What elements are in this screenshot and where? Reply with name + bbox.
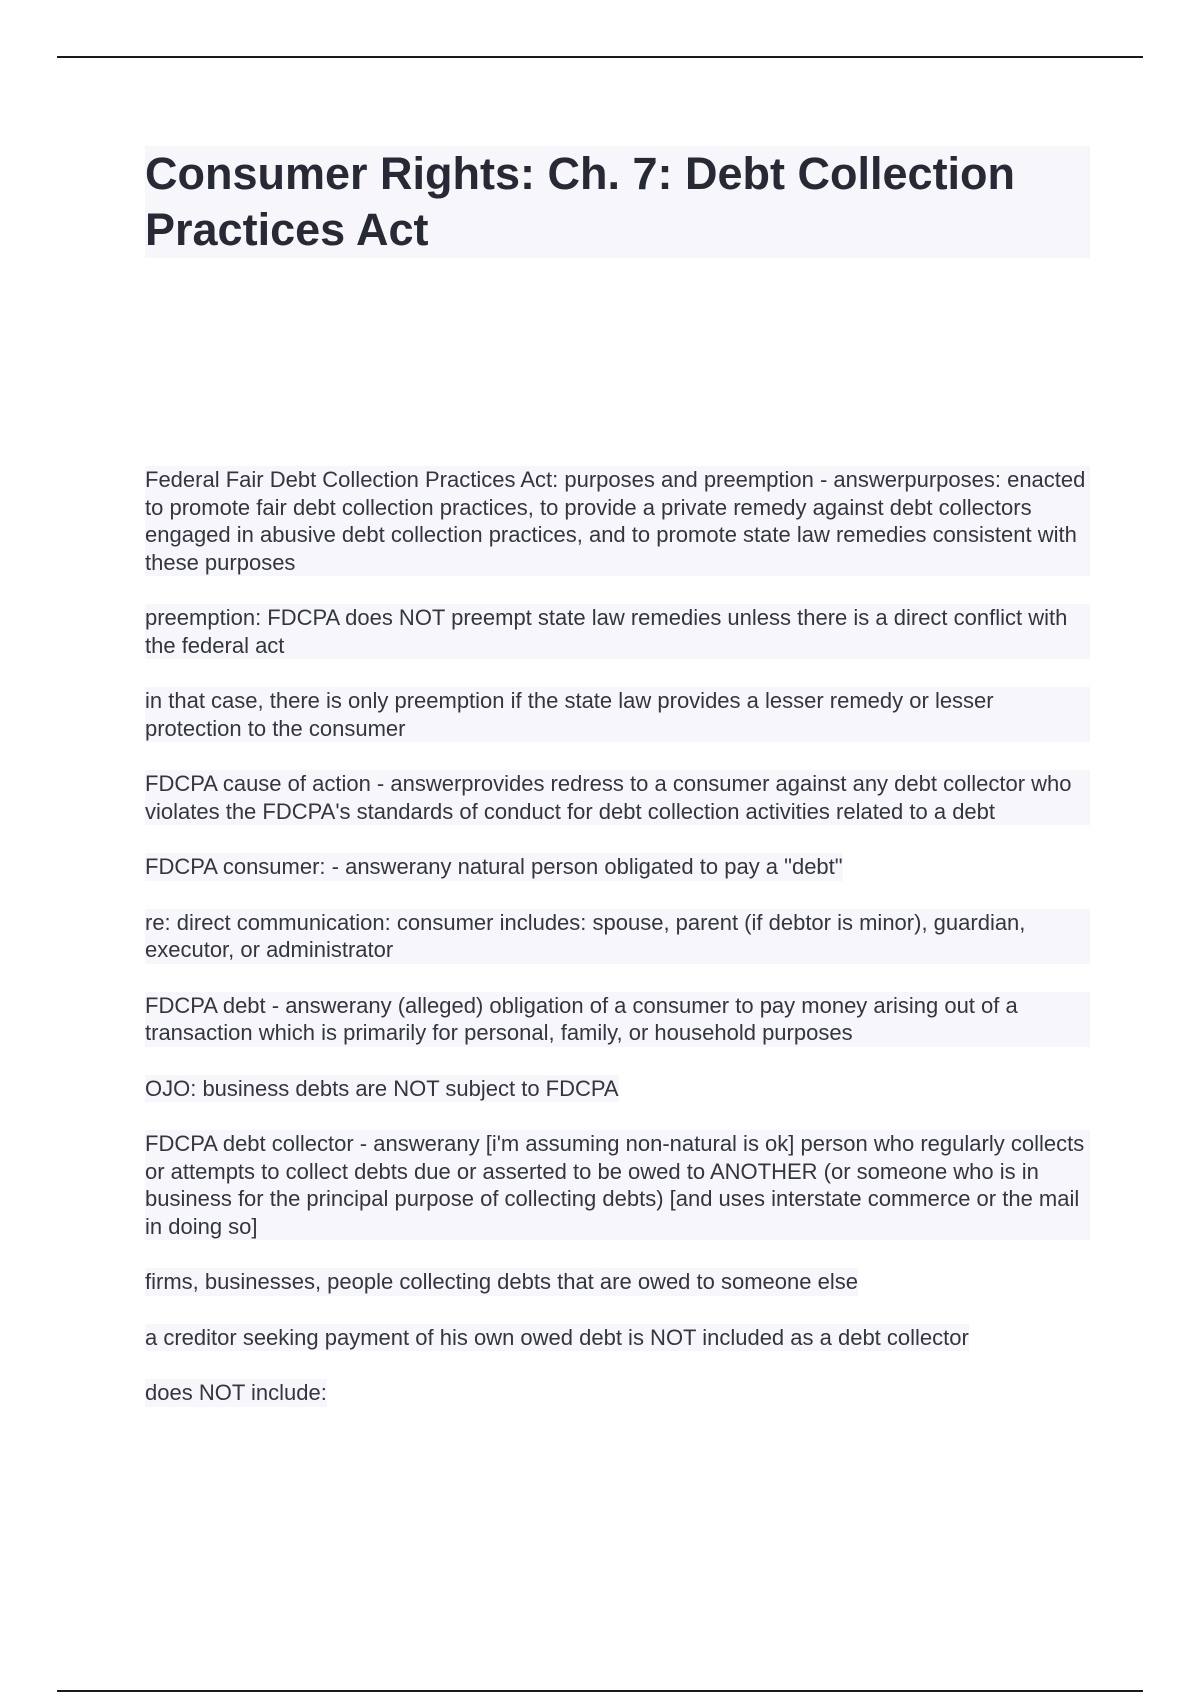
paragraph-firms: firms, businesses, people collecting debts that are owed to someone else: [145, 1269, 858, 1294]
paragraph-business-debts: OJO: business debts are NOT subject to FDCPA: [145, 1075, 619, 1101]
paragraph-preemption: preemption: FDCPA does NOT preempt state law remedies unless there is a direct conflict with the federal act: [145, 604, 1090, 659]
top-rule: [57, 56, 1143, 58]
title-block: [145, 146, 1090, 258]
paragraph-purposes: Federal Fair Debt Collection Practices Act: purposes and preemption - answerpurposes: enacted to promote fair debt collection practices, to provide a private remedy against debt collectors engaged in abusive debt collection practices, and to promote state law remedies consistent with these purposes: [145, 466, 1090, 576]
paragraph-direct-communication: re: direct communication: consumer includes: spouse, parent (if debtor is minor), guardian, executor, or administrator: [145, 909, 1090, 964]
paragraph-debt: FDCPA debt - answerany (alleged) obligation of a consumer to pay money arising out of a transaction which is primarily for personal, family, or household purposes: [145, 992, 1090, 1047]
paragraph-preemption-case: in that case, there is only preemption if the state law provides a lesser remedy or lesser protection to the consumer: [145, 687, 1090, 742]
paragraph-debt-collector: FDCPA debt collector - answerany [i'm assuming non-natural is ok] person who regularly collects or attempts to collect debts due or asserted to be owed to ANOTHER (or someone who is in business for the principal purpose of collecting debts) [and uses interstate commerce or the mail in doing so]: [145, 1130, 1090, 1240]
document-title: Consumer Rights: Ch. 7: Debt Collection Practices Act: [145, 148, 1016, 255]
paragraph-does-not-include: does NOT include:: [145, 1380, 327, 1405]
document-body: [145, 146, 1090, 1435]
paragraph-cause-of-action: FDCPA cause of action - answerprovides redress to a consumer against any debt collector who violates the FDCPA's standards of conduct for debt collection activities related to a debt: [145, 770, 1090, 825]
bottom-rule: [57, 1690, 1143, 1692]
paragraph-creditor: a creditor seeking payment of his own owed debt is NOT included as a debt collector: [145, 1324, 969, 1350]
paragraph-consumer: FDCPA consumer: - answerany natural person obligated to pay a "debt": [145, 854, 843, 879]
